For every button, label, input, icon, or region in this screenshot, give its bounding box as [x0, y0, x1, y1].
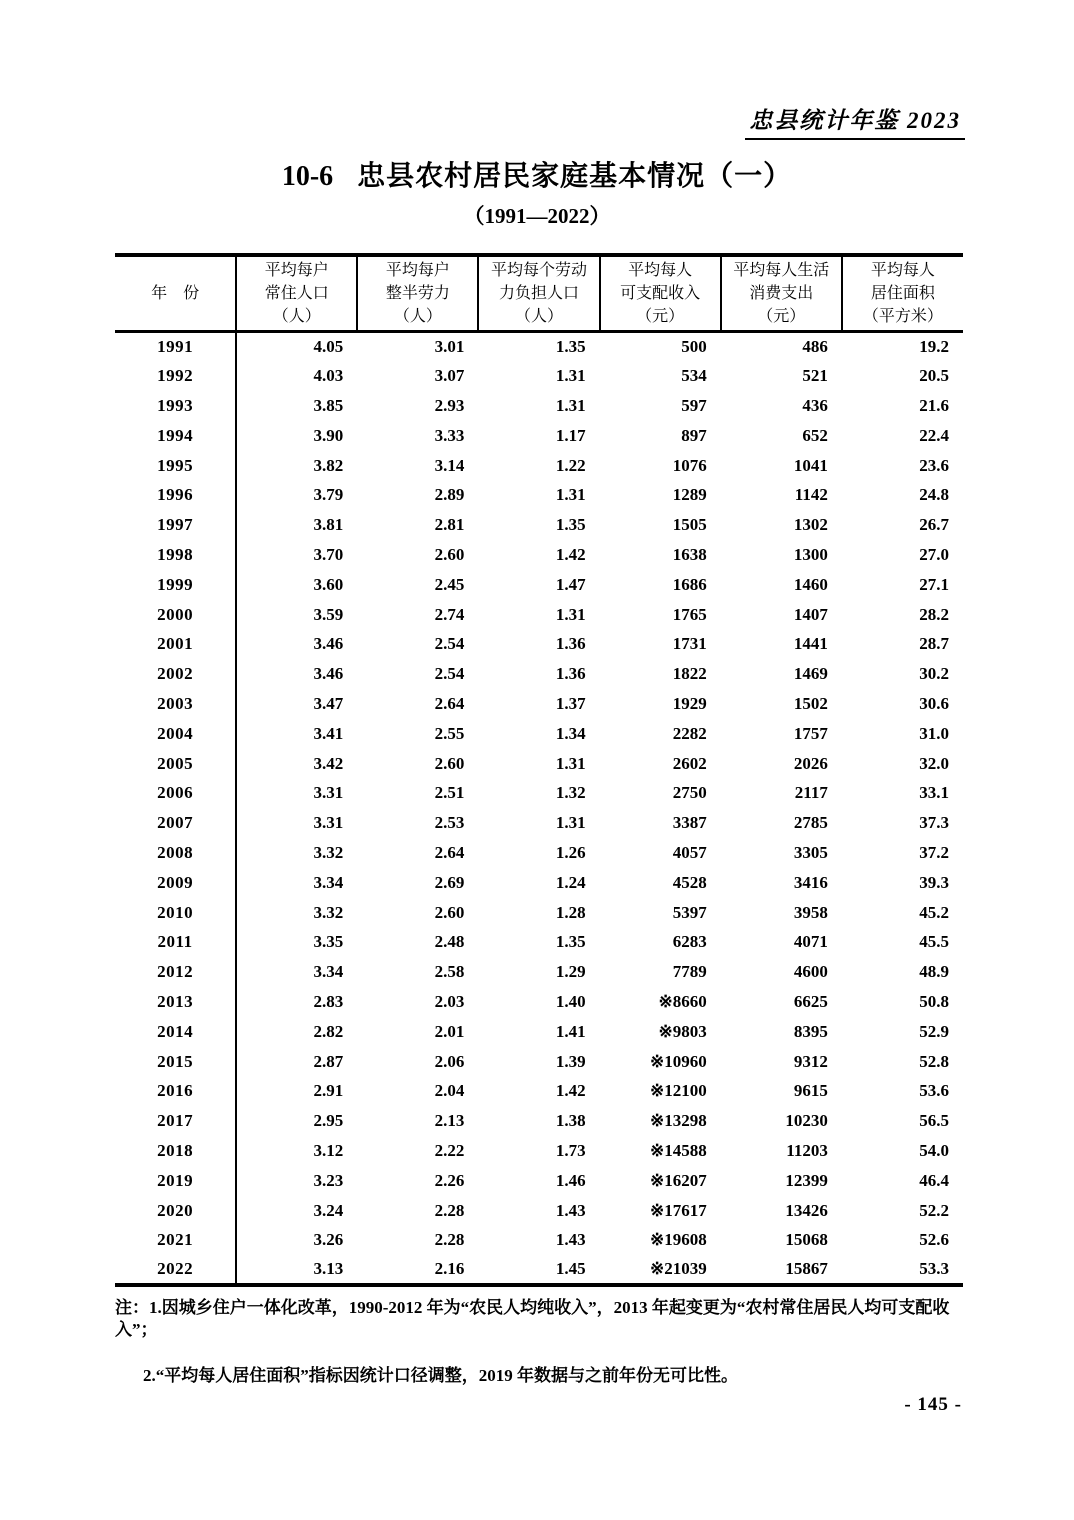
cell-per-capita-living-area: 52.2: [919, 1200, 949, 1220]
cell-avg-household-residents: 3.35: [313, 932, 344, 952]
cell-avg-household-labor: 2.01: [434, 1021, 465, 1041]
table-row: [115, 480, 963, 510]
cell-per-capita-disposable-income: ※9803: [658, 1021, 707, 1041]
table-row: [115, 1196, 963, 1226]
cell-avg-household-residents: 3.13: [313, 1259, 344, 1279]
table-row: [115, 1225, 963, 1255]
column-header-line: 平均每个劳动: [490, 262, 587, 279]
table-row: [115, 1017, 963, 1047]
cell-avg-household-residents: 2.83: [313, 991, 344, 1011]
cell-per-capita-disposable-income: 2282: [672, 723, 707, 743]
cell-per-capita-living-area: 27.1: [919, 574, 949, 594]
cell-year: 2012: [115, 957, 236, 987]
cell-avg-household-labor: 2.81: [434, 515, 465, 535]
cell-dependents-per-laborer: 1.29: [555, 962, 586, 982]
cell-dependents-per-laborer: 1.31: [555, 395, 586, 415]
cell-per-capita-disposable-income: 534: [681, 366, 707, 386]
yearbook-header-title: 忠县统计年鉴 2023: [745, 102, 965, 140]
cell-per-capita-living-area: 37.2: [919, 842, 949, 862]
column-header-line: （人）: [514, 308, 563, 325]
column-header-line: 平均每人: [628, 262, 693, 279]
table-row: [115, 659, 963, 689]
cell-per-capita-living-expenditure: 1469: [793, 664, 828, 684]
cell-avg-household-labor: 2.54: [434, 634, 465, 654]
cell-avg-household-residents: 2.82: [313, 1021, 344, 1041]
cell-per-capita-living-expenditure: 486: [802, 337, 828, 357]
cell-per-capita-living-area: 45.5: [919, 932, 949, 952]
cell-avg-household-labor: 2.74: [434, 604, 465, 624]
cell-per-capita-living-expenditure: 15867: [785, 1259, 828, 1279]
cell-per-capita-living-expenditure: 4600: [793, 962, 828, 982]
cell-per-capita-disposable-income: 1638: [672, 544, 707, 564]
table-row: [115, 451, 963, 481]
cell-per-capita-disposable-income: ※12100: [649, 1081, 707, 1101]
cell-per-capita-living-expenditure: 13426: [785, 1200, 828, 1220]
cell-year: 1992: [115, 361, 236, 391]
cell-per-capita-living-expenditure: 2785: [793, 813, 828, 833]
cell-year: 2004: [115, 719, 236, 749]
cell-per-capita-living-expenditure: 15068: [785, 1230, 828, 1250]
cell-avg-household-labor: 2.45: [434, 574, 465, 594]
cell-dependents-per-laborer: 1.22: [555, 455, 586, 475]
cell-avg-household-labor: 2.54: [434, 664, 465, 684]
column-header-dependents-per-laborer: [478, 255, 599, 332]
column-header-line: 平均每人: [870, 262, 935, 279]
cell-avg-household-residents: 3.26: [313, 1230, 344, 1250]
cell-year: 2000: [115, 600, 236, 630]
cell-per-capita-disposable-income: ※21039: [649, 1259, 707, 1279]
cell-per-capita-living-area: 50.8: [919, 991, 949, 1011]
column-header-avg-household-residents: [236, 255, 357, 332]
cell-per-capita-living-expenditure: 1460: [793, 574, 828, 594]
cell-per-capita-living-expenditure: 11203: [786, 1140, 828, 1160]
cell-per-capita-living-area: 37.3: [919, 813, 949, 833]
cell-avg-household-labor: 2.16: [434, 1259, 465, 1279]
cell-avg-household-residents: 3.47: [313, 693, 344, 713]
cell-avg-household-labor: 2.93: [434, 395, 465, 415]
cell-avg-household-labor: 2.60: [434, 753, 465, 773]
cell-per-capita-living-expenditure: 3416: [793, 872, 828, 892]
cell-per-capita-disposable-income: 3387: [672, 813, 707, 833]
cell-dependents-per-laborer: 1.38: [555, 1111, 586, 1131]
table-row: [115, 361, 963, 391]
cell-avg-household-labor: 2.22: [434, 1140, 465, 1160]
cell-avg-household-residents: 3.46: [313, 664, 344, 684]
cell-per-capita-living-expenditure: 3305: [793, 842, 828, 862]
page-title: [0, 154, 1074, 194]
cell-per-capita-disposable-income: 597: [681, 395, 707, 415]
cell-per-capita-living-area: 22.4: [919, 425, 949, 445]
table-title-text: 忠县农村居民家庭基本情况（一）: [357, 161, 793, 192]
cell-dependents-per-laborer: 1.35: [555, 337, 586, 357]
cell-dependents-per-laborer: 1.35: [555, 515, 586, 535]
cell-year: 1995: [115, 451, 236, 481]
cell-per-capita-living-area: 53.3: [919, 1259, 949, 1279]
cell-per-capita-living-area: 26.7: [919, 515, 949, 535]
table-row: [115, 391, 963, 421]
cell-avg-household-labor: 2.64: [434, 693, 465, 713]
cell-dependents-per-laborer: 1.39: [555, 1051, 586, 1071]
cell-avg-household-labor: 2.28: [434, 1230, 465, 1250]
table-row: [115, 1136, 963, 1166]
cell-dependents-per-laborer: 1.36: [555, 634, 586, 654]
cell-avg-household-residents: 3.79: [313, 485, 344, 505]
cell-year: 2020: [115, 1196, 236, 1226]
cell-dependents-per-laborer: 1.24: [555, 872, 586, 892]
cell-per-capita-living-expenditure: 1757: [793, 723, 828, 743]
cell-dependents-per-laborer: 1.40: [555, 991, 586, 1011]
cell-per-capita-disposable-income: ※13298: [649, 1111, 707, 1131]
cell-per-capita-living-area: 33.1: [919, 783, 949, 803]
column-header-avg-household-labor: [357, 255, 478, 332]
cell-dependents-per-laborer: 1.32: [555, 783, 586, 803]
cell-year: 2019: [115, 1166, 236, 1196]
cell-avg-household-residents: 3.31: [313, 813, 344, 833]
column-header-per-capita-living-expenditure: [721, 255, 842, 332]
cell-per-capita-living-expenditure: 4071: [793, 932, 828, 952]
cell-dependents-per-laborer: 1.42: [555, 1081, 586, 1101]
cell-avg-household-residents: 3.24: [313, 1200, 344, 1220]
cell-per-capita-living-expenditure: 1502: [793, 693, 828, 713]
cell-year: 1994: [115, 421, 236, 451]
table-notes: [115, 1297, 975, 1387]
cell-per-capita-living-area: 31.0: [919, 723, 949, 743]
cell-avg-household-residents: 3.70: [313, 544, 344, 564]
notes-label: 注：: [115, 1298, 149, 1317]
cell-year: 1998: [115, 540, 236, 570]
cell-per-capita-living-area: 52.6: [919, 1230, 949, 1250]
column-header-per-capita-living-area: [842, 255, 963, 332]
cell-per-capita-living-area: 21.6: [919, 395, 949, 415]
cell-per-capita-living-area: 30.6: [919, 693, 949, 713]
cell-dependents-per-laborer: 1.37: [555, 693, 586, 713]
table-body: [115, 332, 963, 1286]
cell-year: 2011: [115, 927, 236, 957]
data-table: [115, 253, 963, 1287]
cell-avg-household-residents: 3.42: [313, 753, 344, 773]
cell-year: 2005: [115, 749, 236, 779]
table-row: [115, 1076, 963, 1106]
cell-per-capita-disposable-income: 1289: [672, 485, 707, 505]
cell-year: 2021: [115, 1225, 236, 1255]
cell-per-capita-living-expenditure: 12399: [785, 1170, 828, 1190]
cell-avg-household-labor: 2.28: [434, 1200, 465, 1220]
table-row: [115, 332, 963, 362]
column-header-line: 平均每户: [385, 262, 450, 279]
cell-year: 2014: [115, 1017, 236, 1047]
cell-avg-household-residents: 3.32: [313, 842, 344, 862]
cell-avg-household-labor: 3.33: [434, 425, 465, 445]
column-header-line: （元）: [636, 308, 685, 325]
column-header-line: 年 份: [151, 285, 200, 302]
table-row: [115, 838, 963, 868]
cell-avg-household-labor: 2.06: [434, 1051, 465, 1071]
cell-per-capita-living-area: 32.0: [919, 753, 949, 773]
cell-per-capita-disposable-income: 897: [681, 425, 707, 445]
cell-year: 2016: [115, 1076, 236, 1106]
cell-per-capita-disposable-income: 500: [681, 337, 707, 357]
cell-year: 2001: [115, 629, 236, 659]
cell-per-capita-living-expenditure: 9615: [793, 1081, 828, 1101]
table-header-row: [115, 255, 963, 332]
table-row: [115, 689, 963, 719]
cell-avg-household-labor: 2.69: [434, 872, 465, 892]
cell-avg-household-labor: 2.60: [434, 902, 465, 922]
cell-per-capita-living-expenditure: 2026: [793, 753, 828, 773]
cell-per-capita-disposable-income: ※14588: [649, 1140, 707, 1160]
cell-per-capita-disposable-income: ※16207: [649, 1170, 707, 1190]
table-row: [115, 957, 963, 987]
cell-dependents-per-laborer: 1.47: [555, 574, 586, 594]
cell-year: 2002: [115, 659, 236, 689]
cell-per-capita-living-area: 53.6: [919, 1081, 949, 1101]
cell-per-capita-living-area: 19.2: [919, 337, 949, 357]
cell-per-capita-living-area: 52.8: [919, 1051, 949, 1071]
table-row: [115, 927, 963, 957]
cell-per-capita-living-area: 28.7: [919, 634, 949, 654]
cell-avg-household-labor: 2.13: [434, 1111, 465, 1131]
cell-dependents-per-laborer: 1.34: [555, 723, 586, 743]
cell-avg-household-residents: 2.91: [313, 1081, 344, 1101]
cell-per-capita-disposable-income: 5397: [672, 902, 707, 922]
note-line-1: [115, 1297, 975, 1341]
cell-dependents-per-laborer: 1.31: [555, 604, 586, 624]
column-header-line: 平均每户: [264, 262, 329, 279]
cell-per-capita-living-expenditure: 1300: [793, 544, 828, 564]
cell-year: 2022: [115, 1255, 236, 1285]
cell-per-capita-disposable-income: ※19608: [649, 1230, 707, 1250]
table-number: 10-6: [281, 161, 334, 192]
column-header-line: （元）: [757, 308, 806, 325]
table-row: [115, 1106, 963, 1136]
cell-per-capita-living-area: 23.6: [919, 455, 949, 475]
column-header-line: 平均每人生活: [733, 262, 830, 279]
cell-per-capita-living-expenditure: 2117: [794, 783, 828, 803]
cell-per-capita-disposable-income: ※17617: [649, 1200, 707, 1220]
cell-avg-household-labor: 3.01: [434, 337, 465, 357]
table-row: [115, 1166, 963, 1196]
cell-per-capita-living-expenditure: 652: [802, 425, 828, 445]
cell-avg-household-labor: 2.03: [434, 991, 465, 1011]
cell-avg-household-residents: 3.59: [313, 604, 344, 624]
cell-per-capita-living-expenditure: 10230: [785, 1111, 828, 1131]
cell-avg-household-labor: 2.53: [434, 813, 465, 833]
cell-year: 2007: [115, 808, 236, 838]
column-header-line: 消费支出: [749, 285, 814, 302]
cell-avg-household-labor: 2.60: [434, 544, 465, 564]
cell-dependents-per-laborer: 1.35: [555, 932, 586, 952]
cell-per-capita-living-area: 56.5: [919, 1111, 949, 1131]
cell-per-capita-living-expenditure: 1407: [793, 604, 828, 624]
cell-year: 2018: [115, 1136, 236, 1166]
cell-avg-household-residents: 4.03: [313, 366, 344, 386]
cell-dependents-per-laborer: 1.17: [555, 425, 586, 445]
cell-year: 2008: [115, 838, 236, 868]
cell-avg-household-labor: 3.14: [434, 455, 465, 475]
cell-avg-household-residents: 3.46: [313, 634, 344, 654]
cell-year: 1991: [115, 332, 236, 362]
cell-per-capita-disposable-income: 1505: [672, 515, 707, 535]
cell-year: 2017: [115, 1106, 236, 1136]
cell-per-capita-living-area: 54.0: [919, 1140, 949, 1160]
cell-per-capita-living-expenditure: 521: [802, 366, 828, 386]
table-row: [115, 600, 963, 630]
cell-per-capita-living-expenditure: 1441: [793, 634, 828, 654]
cell-per-capita-disposable-income: 4057: [672, 842, 707, 862]
cell-year: 1993: [115, 391, 236, 421]
cell-year: 2003: [115, 689, 236, 719]
cell-avg-household-residents: 4.05: [313, 337, 344, 357]
cell-dependents-per-laborer: 1.31: [555, 753, 586, 773]
column-header-line: 力负担人口: [498, 285, 579, 302]
cell-year: 2006: [115, 778, 236, 808]
table-row: [115, 421, 963, 451]
table-row: [115, 808, 963, 838]
cell-avg-household-residents: 3.34: [313, 872, 344, 892]
cell-avg-household-labor: 2.26: [434, 1170, 465, 1190]
cell-avg-household-residents: 2.95: [313, 1111, 344, 1131]
cell-avg-household-residents: 3.82: [313, 455, 344, 475]
cell-per-capita-living-area: 52.9: [919, 1021, 949, 1041]
cell-avg-household-residents: 3.34: [313, 962, 344, 982]
cell-per-capita-disposable-income: 4528: [672, 872, 707, 892]
table-row: [115, 1255, 963, 1285]
cell-avg-household-labor: 2.48: [434, 932, 465, 952]
table-row: [115, 987, 963, 1017]
cell-per-capita-disposable-income: 1765: [672, 604, 707, 624]
cell-avg-household-labor: 2.89: [434, 485, 465, 505]
table-row: [115, 868, 963, 898]
cell-per-capita-living-area: 45.2: [919, 902, 949, 922]
column-header-line: 居住面积: [870, 285, 935, 302]
table-row: [115, 719, 963, 749]
cell-per-capita-disposable-income: 6283: [672, 932, 707, 952]
cell-per-capita-disposable-income: 1929: [672, 693, 707, 713]
cell-year: 2015: [115, 1047, 236, 1077]
cell-avg-household-residents: 3.31: [313, 783, 344, 803]
cell-per-capita-disposable-income: 7789: [672, 962, 707, 982]
cell-year: 1997: [115, 510, 236, 540]
cell-per-capita-living-expenditure: 9312: [793, 1051, 828, 1071]
cell-per-capita-living-expenditure: 1142: [794, 485, 828, 505]
column-header-line: （人）: [393, 308, 442, 325]
cell-avg-household-residents: 3.32: [313, 902, 344, 922]
column-header-per-capita-disposable-income: [600, 255, 721, 332]
cell-dependents-per-laborer: 1.31: [555, 366, 586, 386]
cell-avg-household-labor: 2.64: [434, 842, 465, 862]
cell-dependents-per-laborer: 1.46: [555, 1170, 586, 1190]
note-line-2: 2.“平均每人居住面积”指标因统计口径调整，2019 年数据与之前年份无可比性。: [143, 1366, 738, 1385]
cell-per-capita-living-expenditure: 436: [802, 395, 828, 415]
note-1-text: 1.因城乡住户一体化改革，1990-2012 年为“农民人均纯收入”，2013 年起变更为“农村常住居民人均可支配收入”；: [115, 1298, 950, 1339]
cell-dependents-per-laborer: 1.43: [555, 1230, 586, 1250]
cell-per-capita-living-area: 30.2: [919, 664, 949, 684]
page-number: - 145 -: [904, 1394, 962, 1415]
table-head: [115, 255, 963, 332]
cell-per-capita-disposable-income: 1822: [672, 664, 707, 684]
table-row: [115, 778, 963, 808]
cell-avg-household-residents: 3.60: [313, 574, 344, 594]
cell-avg-household-labor: 3.07: [434, 366, 465, 386]
cell-avg-household-labor: 2.55: [434, 723, 465, 743]
table-row: [115, 570, 963, 600]
table-row: [115, 1047, 963, 1077]
cell-per-capita-living-expenditure: 6625: [793, 991, 828, 1011]
cell-dependents-per-laborer: 1.45: [555, 1259, 586, 1279]
cell-avg-household-residents: 3.41: [313, 723, 344, 743]
cell-per-capita-living-expenditure: 3958: [793, 902, 828, 922]
cell-dependents-per-laborer: 1.28: [555, 902, 586, 922]
cell-year: 2013: [115, 987, 236, 1017]
cell-year: 2009: [115, 868, 236, 898]
cell-per-capita-living-area: 20.5: [919, 366, 949, 386]
table-row: [115, 510, 963, 540]
cell-dependents-per-laborer: 1.31: [555, 813, 586, 833]
cell-avg-household-labor: 2.51: [434, 783, 465, 803]
column-header-line: （平方米）: [862, 308, 943, 325]
cell-dependents-per-laborer: 1.41: [555, 1021, 586, 1041]
cell-per-capita-living-area: 28.2: [919, 604, 949, 624]
cell-year: 1996: [115, 480, 236, 510]
table-row: [115, 749, 963, 779]
cell-year: 1999: [115, 570, 236, 600]
column-header-line: 整半劳力: [385, 285, 450, 302]
table-row: [115, 540, 963, 570]
cell-per-capita-disposable-income: 1076: [672, 455, 707, 475]
cell-dependents-per-laborer: 1.73: [555, 1140, 586, 1160]
cell-dependents-per-laborer: 1.31: [555, 485, 586, 505]
column-header-line: 常住人口: [264, 285, 329, 302]
column-header-line: 可支配收入: [620, 285, 701, 302]
cell-avg-household-residents: 3.90: [313, 425, 344, 445]
table-row: [115, 898, 963, 928]
cell-dependents-per-laborer: 1.26: [555, 842, 586, 862]
cell-dependents-per-laborer: 1.42: [555, 544, 586, 564]
cell-per-capita-disposable-income: ※8660: [658, 991, 707, 1011]
cell-per-capita-disposable-income: 1686: [672, 574, 707, 594]
cell-avg-household-residents: 2.87: [313, 1051, 344, 1071]
table-row: [115, 629, 963, 659]
cell-dependents-per-laborer: 1.43: [555, 1200, 586, 1220]
cell-per-capita-disposable-income: ※10960: [649, 1051, 707, 1071]
cell-per-capita-disposable-income: 2750: [672, 783, 707, 803]
cell-dependents-per-laborer: 1.36: [555, 664, 586, 684]
cell-per-capita-living-expenditure: 8395: [793, 1021, 828, 1041]
cell-avg-household-residents: 3.23: [313, 1170, 344, 1190]
cell-per-capita-living-expenditure: 1041: [793, 455, 828, 475]
cell-per-capita-living-area: 24.8: [919, 485, 949, 505]
cell-per-capita-disposable-income: 2602: [672, 753, 707, 773]
cell-avg-household-labor: 2.04: [434, 1081, 465, 1101]
cell-avg-household-residents: 3.85: [313, 395, 344, 415]
column-header-year: [115, 255, 236, 332]
column-header-line: （人）: [272, 308, 321, 325]
cell-per-capita-living-expenditure: 1302: [793, 515, 828, 535]
cell-per-capita-living-area: 46.4: [919, 1170, 949, 1190]
cell-avg-household-residents: 3.81: [313, 515, 344, 535]
cell-avg-household-residents: 3.12: [313, 1140, 344, 1160]
cell-year: 2010: [115, 898, 236, 928]
table-subtitle-years: （1991—2022）: [463, 204, 611, 228]
cell-per-capita-disposable-income: 1731: [672, 634, 707, 654]
cell-per-capita-living-area: 48.9: [919, 962, 949, 982]
cell-per-capita-living-area: 27.0: [919, 544, 949, 564]
cell-avg-household-labor: 2.58: [434, 962, 465, 982]
cell-per-capita-living-area: 39.3: [919, 872, 949, 892]
